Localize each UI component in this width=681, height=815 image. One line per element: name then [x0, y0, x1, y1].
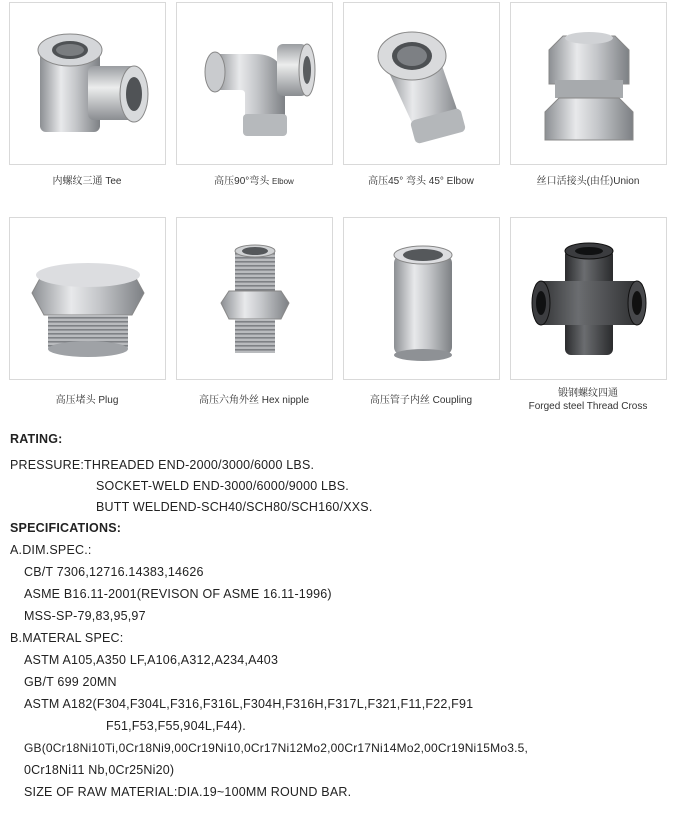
specifications-heading: SPECIFICATIONS:: [10, 521, 122, 535]
hex-nipple-fitting-image: [185, 229, 325, 369]
pressure-socket-weld: SOCKET-WELD END-3000/6000/9000 LBS.: [96, 479, 349, 493]
caption-tee-cn: 内螺纹三通: [52, 176, 103, 187]
pressure-butt-weld: BUTT WELDEND-SCH40/SCH80/SCH160/XXS.: [96, 500, 373, 514]
pressure-label: PRESSURE:: [10, 458, 85, 472]
product-card-union[interactable]: [510, 2, 667, 165]
product-card-elbow-45[interactable]: [343, 2, 500, 165]
material-spec-heading: B.MATERAL SPEC:: [10, 631, 124, 645]
caption-hex-nipple: [169, 394, 339, 407]
product-card-coupling[interactable]: [343, 217, 500, 380]
dim-spec-line: MSS-SP-79,83,95,97: [24, 609, 146, 623]
caption-elbow-90-cn: 高压90°弯头: [214, 176, 270, 187]
coupling-fitting-image: [352, 229, 492, 369]
product-card-elbow-90[interactable]: [176, 2, 333, 165]
material-spec-line: 0Cr18Ni11 Nb,0Cr25Ni20): [24, 763, 175, 777]
caption-union-en: Union: [613, 176, 640, 187]
caption-tee-en: Tee: [105, 176, 122, 187]
material-spec-line: ASTM A182(F304,F304L,F316,F316L,F304H,F316H,F317L,F321,F11,F22,F91: [24, 697, 474, 711]
caption-plug-en: Plug: [98, 395, 119, 406]
caption-elbow-45-en: 45° Elbow: [428, 176, 474, 187]
caption-thread-cross: [503, 387, 673, 413]
union-fitting-image: [519, 14, 659, 154]
material-spec-line: GB/T 699 20MN: [24, 675, 117, 689]
caption-plug-cn: 高压堵头: [55, 395, 96, 406]
caption-coupling-en: Coupling: [432, 395, 473, 406]
caption-thread-cross-cn: 锻钢螺纹四通: [558, 388, 618, 399]
product-card-thread-cross[interactable]: [510, 217, 667, 380]
pressure-threaded-line: [10, 458, 314, 472]
plug-fitting-image: [18, 229, 158, 369]
caption-thread-cross-en: Forged steel Thread Cross: [528, 401, 648, 412]
material-spec-line: GB(0Cr18Ni10Ti,0Cr18Ni9,00Cr19Ni10,0Cr17Ni12Mo2,00Cr17Ni14Mo2,00Cr19Ni15Mo3.5,: [24, 741, 529, 755]
product-card-hex-nipple[interactable]: [176, 217, 333, 380]
product-card-plug[interactable]: [9, 217, 166, 380]
caption-hex-nipple-en: Hex nipple: [261, 395, 310, 406]
material-spec-line: F51,F53,F55,904L,F44).: [106, 719, 246, 733]
caption-union: [503, 175, 673, 188]
caption-coupling: [336, 394, 506, 407]
caption-plug: [2, 394, 172, 407]
thread-cross-fitting-image: [519, 229, 659, 369]
rating-heading: RATING:: [10, 432, 63, 446]
caption-tee: [2, 175, 172, 188]
dim-spec-line: ASME B16.11-2001(REVISON OF ASME 16.11-1996): [24, 587, 332, 601]
caption-elbow-90: [169, 175, 339, 188]
product-card-tee[interactable]: [9, 2, 166, 165]
caption-hex-nipple-cn: 高压六角外丝: [198, 395, 259, 406]
caption-elbow-45-cn: 高压45° 弯头: [368, 176, 426, 187]
dim-spec-line: CB/T 7306,12716.14383,14626: [24, 565, 204, 579]
material-spec-line: SIZE OF RAW MATERIAL:DIA.19~100MM ROUND BAR.: [24, 785, 352, 799]
pressure-threaded: THREADED END-2000/3000/6000 LBS.: [84, 458, 315, 472]
elbow-90-fitting-image: [185, 14, 325, 154]
caption-elbow-45: [336, 175, 506, 188]
caption-elbow-90-en: Elbow: [272, 177, 294, 186]
elbow-45-fitting-image: [352, 14, 492, 154]
tee-fitting-image: [18, 14, 158, 154]
dim-spec-heading: A.DIM.SPEC.:: [10, 543, 92, 557]
caption-coupling-cn: 高压管子内丝: [369, 395, 430, 406]
material-spec-line: ASTM A105,A350 LF,A106,A312,A234,A403: [24, 653, 279, 667]
caption-union-cn: 丝口活接头(由任): [536, 176, 614, 187]
